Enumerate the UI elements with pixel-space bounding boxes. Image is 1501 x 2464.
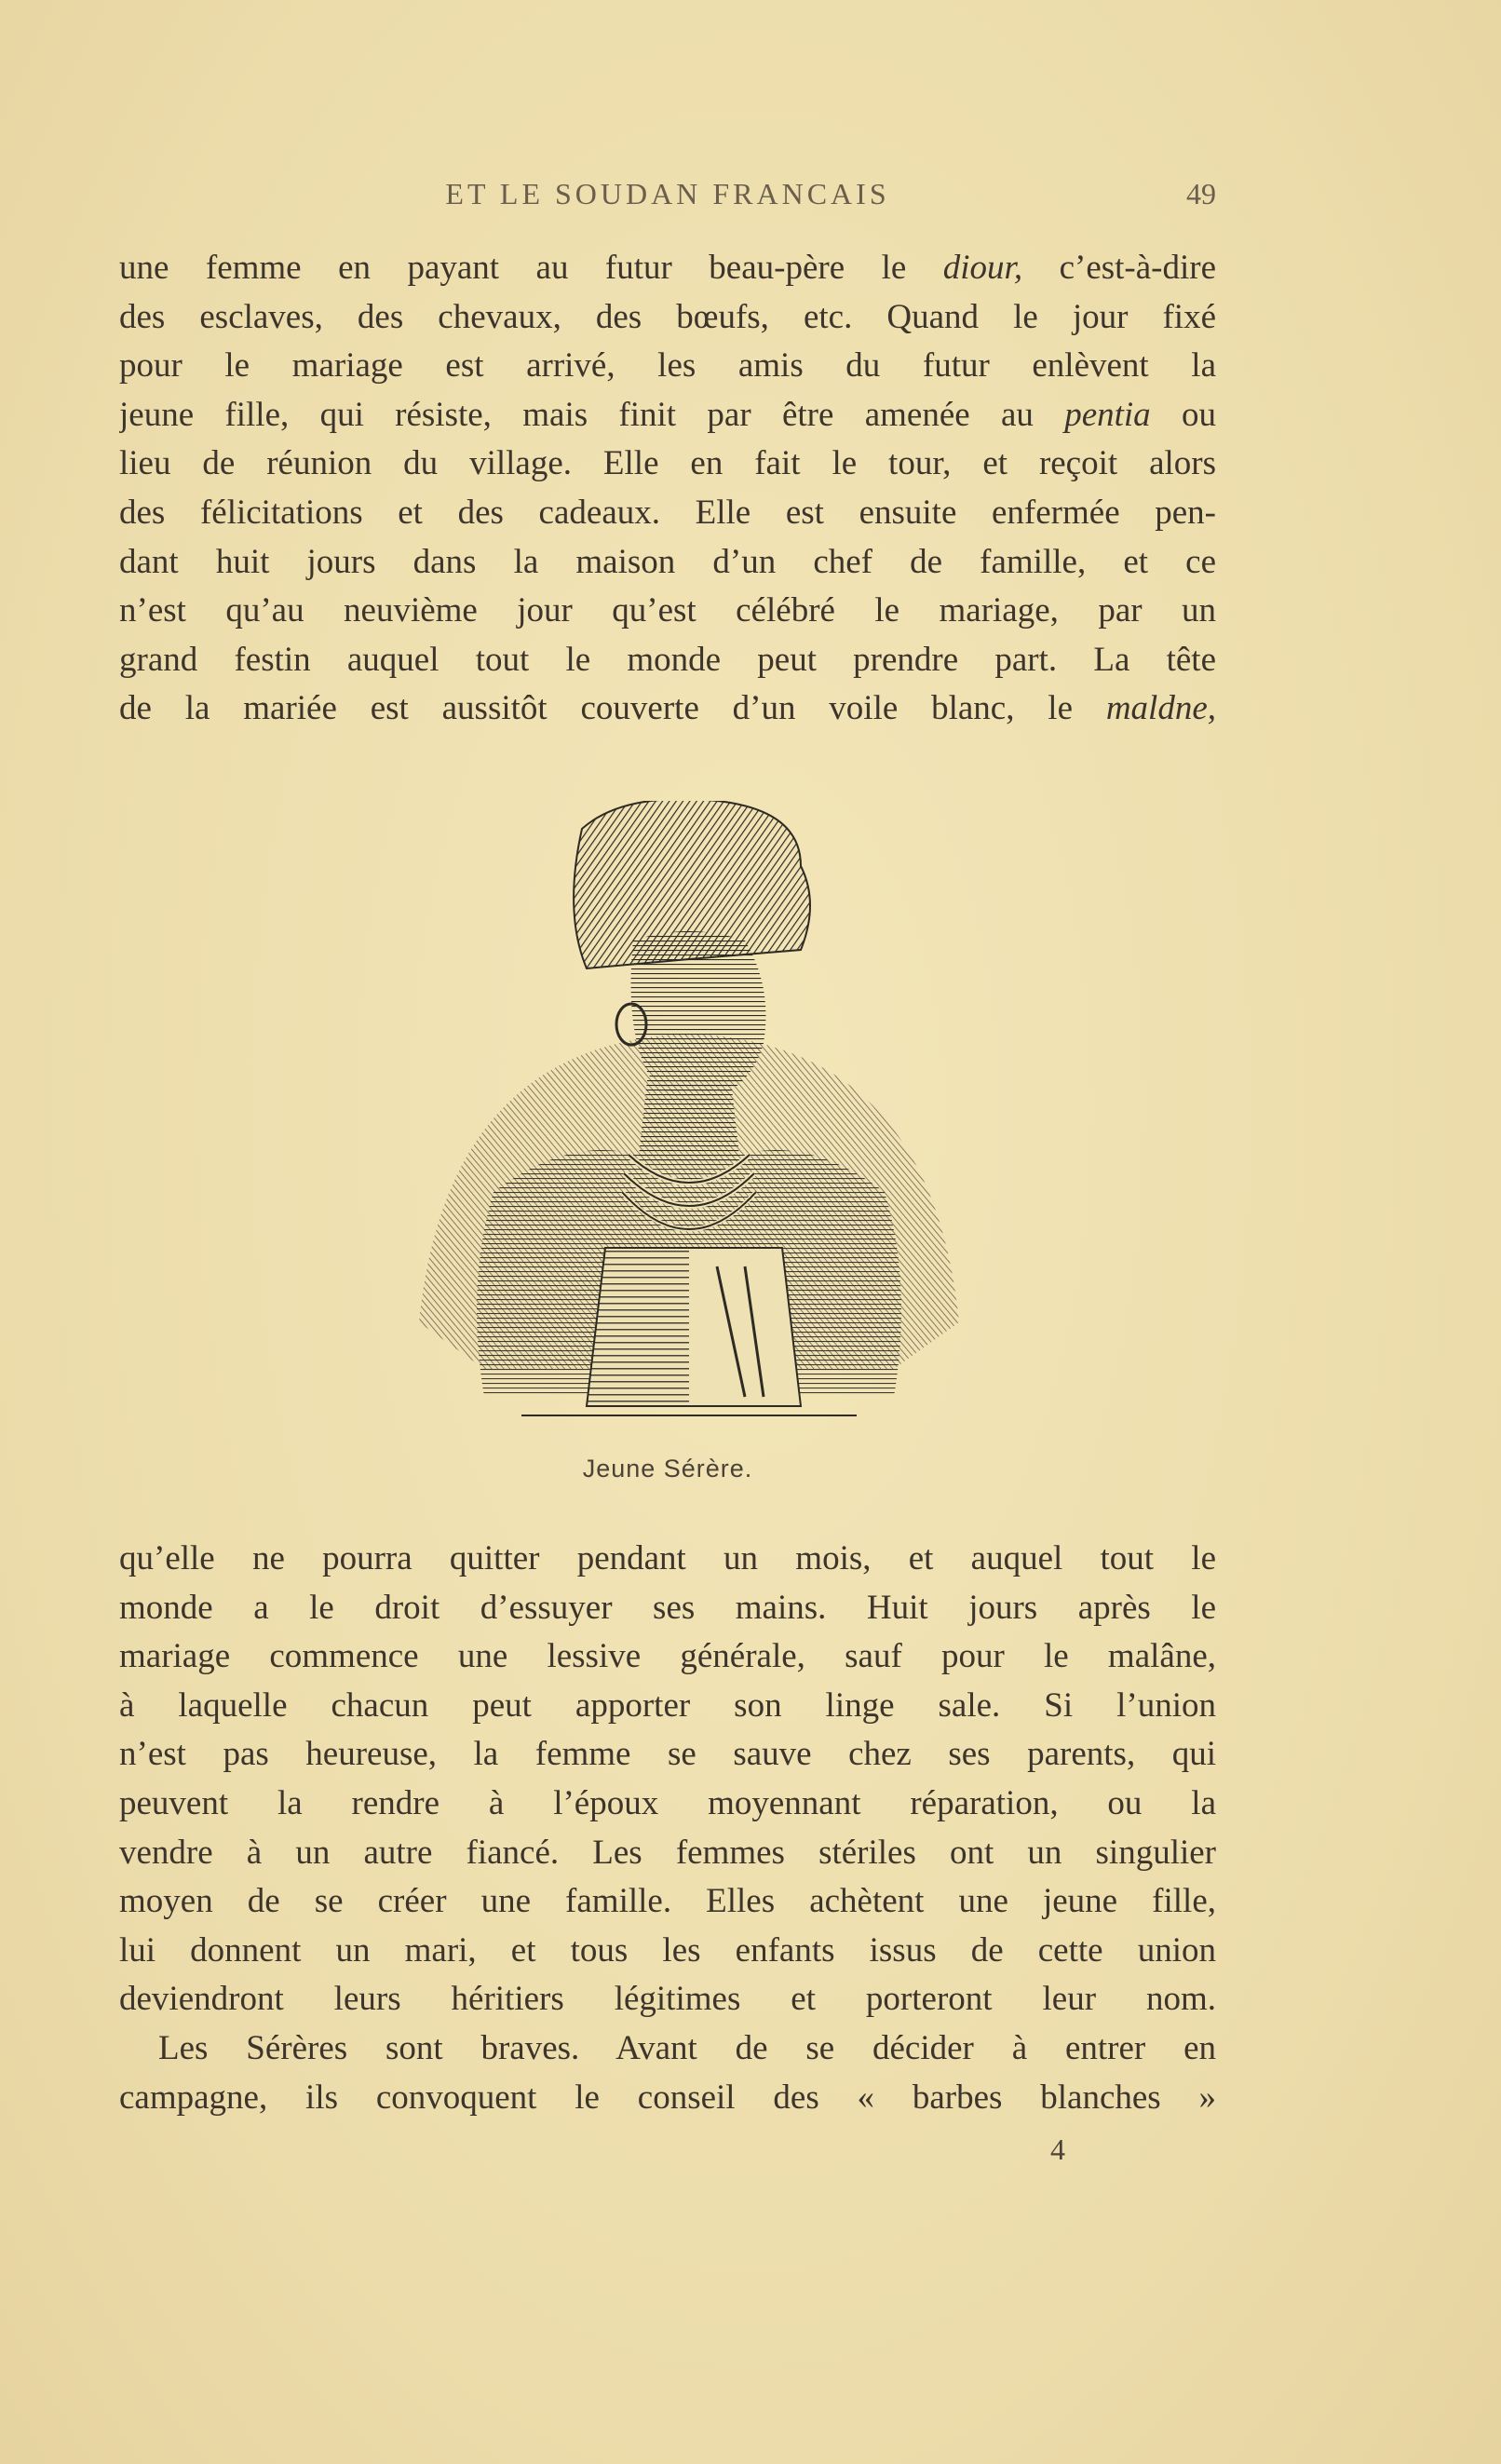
text-run: une femme en payant au futur beau-père le — [119, 249, 943, 287]
page-number: 49 — [1186, 177, 1216, 210]
text-run: n’est qu’au neuvième jour qu’est célébré le mariage, par un — [119, 591, 1216, 630]
text-line — [119, 440, 1216, 489]
text-run: dant huit jours dans la maison d’un chef de famille, et ce — [119, 542, 1216, 581]
running-head — [119, 177, 1216, 214]
italic-term: pentia — [1064, 395, 1151, 434]
text-line — [119, 538, 1216, 588]
text-line — [119, 1730, 1216, 1780]
italic-term: diour, — [942, 249, 1023, 287]
text-line — [119, 293, 1216, 343]
text-run: n’est pas heureuse, la femme se sauve chez ses parents, qui — [119, 1735, 1216, 1774]
text-line — [119, 342, 1216, 391]
text-line — [119, 587, 1216, 636]
text-run: Les Sérères sont braves. Avant de se décider à entrer en — [158, 2028, 1216, 2067]
text-line — [119, 1535, 1216, 1584]
text-run: deviendront leurs héritiers légitimes et porteront leur nom. — [119, 1980, 1216, 2019]
text-line — [119, 1927, 1216, 1976]
text-line — [119, 2074, 1216, 2123]
text-line — [119, 684, 1216, 734]
running-title: ET LE SOUDAN FRANCAIS — [445, 177, 890, 210]
text-line — [119, 1877, 1216, 1927]
text-run: lui donnent un mari, et tous les enfants issus de cette union — [119, 1930, 1216, 1970]
italic-term: maldne, — [1105, 689, 1216, 728]
text-line — [119, 391, 1216, 440]
text-run: jeune fille, qui résiste, mais finit par être amenée au — [119, 395, 1065, 434]
text-run: c’est-à-dire — [1022, 249, 1216, 287]
text-line — [119, 1975, 1216, 2024]
text-line — [119, 1632, 1216, 1682]
text-line — [119, 636, 1216, 685]
signature-mark: 4 — [1050, 2132, 1065, 2166]
text-run: des félicitations et des cadeaux. Elle est ensuite enfermée pen- — [119, 493, 1216, 532]
figure-caption: Jeune Sérère. — [582, 1455, 753, 1482]
text-line — [119, 1682, 1216, 1731]
top-paragraph — [119, 244, 1216, 734]
text-run: peuvent la rendre à l’époux moyennant réparation, ou la — [119, 1783, 1216, 1822]
engraving-illustration — [410, 801, 968, 1434]
text-run: monde a le droit d’essuyer ses mains. Huit jours après le — [119, 1588, 1216, 1627]
text-run: ou — [1150, 395, 1216, 434]
text-run: moyen de se créer une famille. Elles achètent une jeune fille, — [119, 1882, 1216, 1921]
text-run: vendre à un autre fiancé. Les femmes stériles ont un singulier — [119, 1833, 1216, 1872]
text-run: des esclaves, des chevaux, des bœufs, etc. Quand le jour fixé — [119, 297, 1216, 336]
text-run: mariage commence une lessive générale, sauf pour le malâne, — [119, 1637, 1216, 1676]
text-run: lieu de réunion du village. Elle en fait le tour, et reçoit alors — [119, 444, 1216, 483]
text-run: de la mariée est aussitôt couverte d’un voile blanc, le — [119, 689, 1106, 728]
text-run: à laquelle chacun peut apporter son linge sale. Si l’union — [119, 1686, 1216, 1725]
text-line — [119, 1584, 1216, 1633]
text-line — [119, 1780, 1216, 1829]
bottom-paragraph — [119, 1535, 1216, 2122]
text-run: grand festin auquel tout le monde peut prendre part. La tête — [119, 640, 1216, 679]
portrait-engraving — [410, 801, 968, 1434]
text-line — [119, 489, 1216, 538]
text-line — [119, 1829, 1216, 1878]
text-run: campagne, ils convoquent le conseil des « barbes blanches » — [119, 2078, 1216, 2117]
text-line — [119, 2024, 1216, 2074]
text-run: qu’elle ne pourra quitter pendant un mois, et auquel tout le — [119, 1539, 1216, 1577]
text-run: pour le mariage est arrivé, les amis du futur enlèvent la — [119, 346, 1216, 386]
text-line — [119, 244, 1216, 293]
